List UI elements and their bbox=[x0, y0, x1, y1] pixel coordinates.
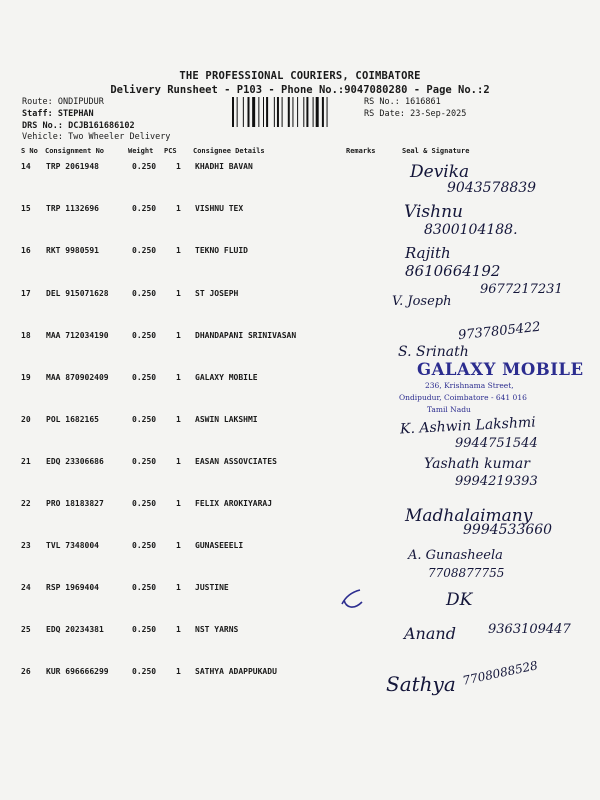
signature-name: Vishnu bbox=[404, 202, 463, 222]
row-sno: 26 bbox=[21, 667, 31, 676]
row-sno: 20 bbox=[21, 415, 31, 424]
row-consignment-no: MAA 870902409 bbox=[46, 373, 109, 382]
row-sno: 23 bbox=[21, 541, 31, 550]
row-consignment-no: PRO 18183827 bbox=[46, 499, 104, 508]
signature-name: Madhalaimany bbox=[405, 506, 533, 526]
barcode-bar bbox=[237, 97, 238, 127]
row-sno: 24 bbox=[21, 583, 31, 592]
row-sno: 19 bbox=[21, 373, 31, 382]
row-weight: 0.250 bbox=[132, 246, 157, 255]
row-sno: 17 bbox=[21, 289, 31, 298]
row-pcs: 1 bbox=[176, 583, 181, 592]
col-consignment: Consignment No bbox=[45, 147, 105, 155]
col-consignee: Consignee Details bbox=[193, 147, 265, 155]
drs-info: DRS No.: DCJB161686102 bbox=[22, 121, 135, 131]
row-sno: 18 bbox=[21, 331, 31, 340]
row-pcs: 1 bbox=[176, 246, 181, 255]
barcode-bar bbox=[288, 97, 290, 127]
row-consignee: VISHNU TEX bbox=[195, 204, 244, 213]
barcode-bar bbox=[243, 97, 244, 127]
row-consignment-no: EDQ 20234381 bbox=[46, 625, 104, 634]
row-pcs: 1 bbox=[176, 667, 181, 676]
barcode bbox=[232, 97, 356, 127]
row-pcs: 1 bbox=[176, 457, 181, 466]
row-consignment-no: TVL 7348004 bbox=[46, 541, 99, 550]
barcode-bar bbox=[303, 97, 304, 127]
row-weight: 0.250 bbox=[132, 499, 157, 508]
rs-number: RS No.: 1616861 bbox=[364, 97, 441, 107]
signature-name: Anand bbox=[404, 624, 456, 643]
runsheet-title: Delivery Runsheet - P103 - Phone No.:9047080280 - Page No.:2 bbox=[110, 84, 490, 96]
table-row bbox=[0, 204, 600, 224]
col-weight: Weight bbox=[128, 147, 154, 155]
row-consignment-no: TRP 2061948 bbox=[46, 162, 99, 171]
row-consignment-no: RSP 1969404 bbox=[46, 583, 99, 592]
barcode-bar bbox=[327, 97, 328, 127]
row-consignment-no: KUR 696666299 bbox=[46, 667, 109, 676]
signature-phone: 7708088528 bbox=[461, 658, 539, 688]
barcode-bar bbox=[277, 97, 279, 127]
barcode-bar bbox=[313, 97, 314, 127]
row-consignee: NST YARNS bbox=[195, 625, 239, 634]
row-consignee: FELIX AROKIYARAJ bbox=[195, 499, 273, 508]
barcode-bar bbox=[232, 97, 234, 127]
stamp-address-3: Tamil Nadu bbox=[427, 405, 471, 414]
signature-phone: 7708877755 bbox=[428, 566, 505, 580]
row-consignee: ASWIN LAKSHMI bbox=[195, 415, 258, 424]
signature-phone: 9737805422 bbox=[457, 319, 542, 344]
barcode-bar bbox=[274, 97, 275, 127]
row-sno: 22 bbox=[21, 499, 31, 508]
stamp-address-1: 236, Krishnama Street, bbox=[425, 381, 514, 390]
row-pcs: 1 bbox=[176, 541, 181, 550]
row-weight: 0.250 bbox=[132, 625, 157, 634]
row-sno: 21 bbox=[21, 457, 31, 466]
barcode-bar bbox=[306, 97, 308, 127]
row-consignment-no: POL 1682165 bbox=[46, 415, 99, 424]
signature-name: Yashath kumar bbox=[424, 456, 530, 472]
col-remarks: Remarks bbox=[346, 147, 376, 155]
barcode-bar bbox=[258, 97, 259, 127]
barcode-bar bbox=[266, 97, 268, 127]
signature-name: S. Srinath bbox=[398, 344, 469, 360]
col-seal-signature: Seal & Signature bbox=[402, 147, 470, 155]
row-consignee: ST JOSEPH bbox=[195, 289, 239, 298]
row-consignee: GALAXY MOBILE bbox=[195, 373, 258, 382]
barcode-bar bbox=[322, 97, 324, 127]
row-weight: 0.250 bbox=[132, 667, 157, 676]
row-weight: 0.250 bbox=[132, 162, 157, 171]
barcode-bar bbox=[263, 97, 264, 127]
signature-phone: 9677217231 bbox=[480, 282, 563, 297]
table-row bbox=[0, 162, 600, 182]
row-pcs: 1 bbox=[176, 415, 181, 424]
signature-name: DK bbox=[446, 590, 473, 610]
row-weight: 0.250 bbox=[132, 289, 157, 298]
barcode-bar bbox=[282, 97, 283, 127]
rs-date: RS Date: 23-Sep-2025 bbox=[364, 109, 467, 119]
row-consignee: DHANDAPANI SRINIVASAN bbox=[195, 331, 297, 340]
signature-name: A. Gunasheela bbox=[408, 548, 503, 563]
signature-phone: 9043578839 bbox=[447, 180, 537, 196]
row-weight: 0.250 bbox=[132, 204, 157, 213]
table-row bbox=[0, 246, 600, 266]
signature-name: Rajith bbox=[405, 244, 451, 262]
row-consignee: SATHYA ADAPPUKADU bbox=[195, 667, 277, 676]
barcode-bar bbox=[297, 97, 298, 127]
staff-info: Staff: STEPHAN bbox=[22, 109, 94, 119]
row-consignee: EASAN ASSOVCIATES bbox=[195, 457, 277, 466]
row-weight: 0.250 bbox=[132, 415, 157, 424]
signature-phone: 9994219393 bbox=[455, 474, 538, 489]
company-title: THE PROFESSIONAL COURIERS, COIMBATORE bbox=[179, 70, 421, 82]
stamp-title: GALAXY MOBILE bbox=[417, 360, 584, 379]
row-sno: 14 bbox=[21, 162, 31, 171]
signature-phone: 9944751544 bbox=[455, 436, 538, 451]
row-consignee: JUSTINE bbox=[195, 583, 229, 592]
col-sno: S No bbox=[21, 147, 38, 155]
stamp-address-2: Ondipudur, Coimbatore - 641 016 bbox=[399, 393, 527, 402]
row-pcs: 1 bbox=[176, 625, 181, 634]
signature-name: V. Joseph bbox=[392, 294, 452, 309]
barcode-bar bbox=[292, 97, 293, 127]
row-pcs: 1 bbox=[176, 204, 181, 213]
route-info: Route: ONDIPUDUR bbox=[22, 97, 104, 107]
row-pcs: 1 bbox=[176, 499, 181, 508]
row-consignment-no: DEL 915071628 bbox=[46, 289, 109, 298]
row-consignee: GUNASEEELI bbox=[195, 541, 244, 550]
row-sno: 16 bbox=[21, 246, 31, 255]
row-sno: 25 bbox=[21, 625, 31, 634]
remarks-check-mark bbox=[338, 588, 368, 612]
barcode-bar bbox=[248, 97, 250, 127]
table-row bbox=[0, 583, 600, 603]
row-pcs: 1 bbox=[176, 331, 181, 340]
row-weight: 0.250 bbox=[132, 457, 157, 466]
row-weight: 0.250 bbox=[132, 331, 157, 340]
signature-phone: 9363109447 bbox=[488, 622, 571, 637]
row-pcs: 1 bbox=[176, 162, 181, 171]
col-pcs: PCS bbox=[164, 147, 177, 155]
signature-phone: 8610664192 bbox=[405, 262, 501, 280]
barcode-bar bbox=[252, 97, 255, 127]
row-consignee: KHADHI BAVAN bbox=[195, 162, 253, 171]
row-weight: 0.250 bbox=[132, 583, 157, 592]
row-weight: 0.250 bbox=[132, 541, 157, 550]
row-pcs: 1 bbox=[176, 373, 181, 382]
row-consignment-no: RKT 9980591 bbox=[46, 246, 99, 255]
row-pcs: 1 bbox=[176, 289, 181, 298]
row-consignment-no: TRP 1132696 bbox=[46, 204, 99, 213]
row-consignment-no: MAA 712034190 bbox=[46, 331, 109, 340]
barcode-bar bbox=[316, 97, 319, 127]
row-consignee: TEKNO FLUID bbox=[195, 246, 248, 255]
signature-name: Sathya bbox=[386, 672, 456, 696]
table-row bbox=[0, 541, 600, 561]
signature-phone: 9994533660 bbox=[463, 522, 553, 538]
vehicle-info: Vehicle: Two Wheeler Delivery bbox=[22, 132, 171, 142]
signature-phone: 8300104188. bbox=[424, 222, 518, 238]
row-weight: 0.250 bbox=[132, 373, 157, 382]
row-consignment-no: EDQ 23306686 bbox=[46, 457, 104, 466]
signature-name: K. Ashwin Lakshmi bbox=[399, 414, 537, 438]
signature-name: Devika bbox=[410, 162, 470, 182]
row-sno: 15 bbox=[21, 204, 31, 213]
